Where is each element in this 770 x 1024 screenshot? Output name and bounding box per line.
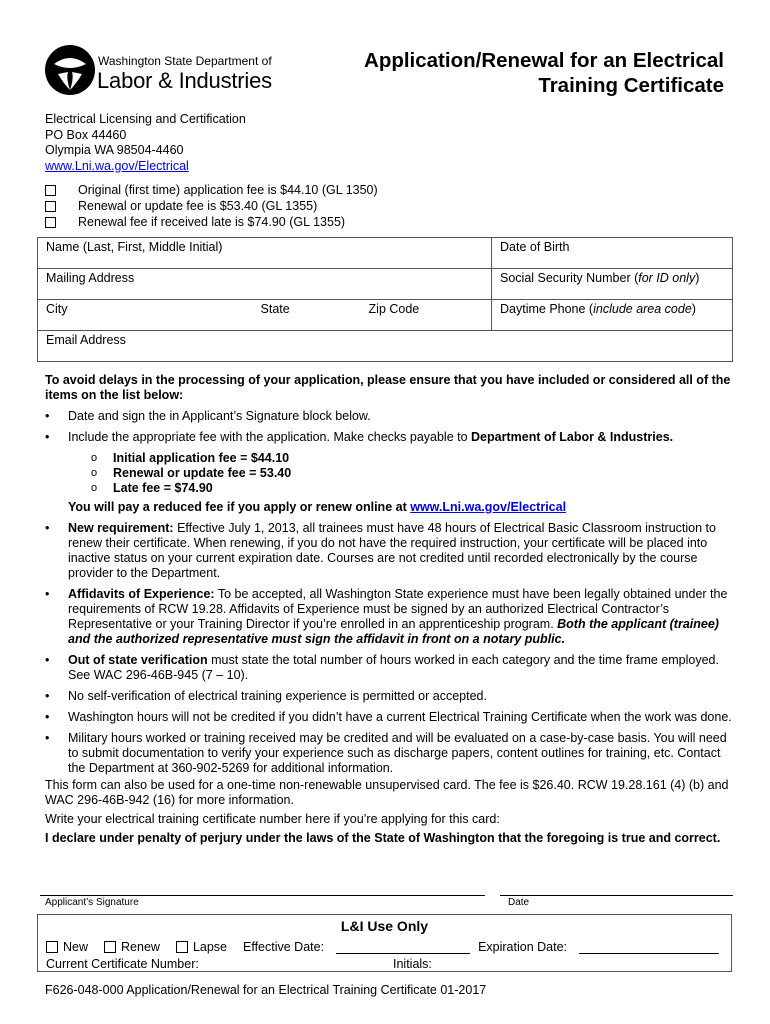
agency-name-line1: Washington State Department of [98, 54, 272, 68]
form-title [294, 48, 724, 98]
address-line2: PO Box 44460 [45, 127, 127, 142]
electrical-website-link[interactable]: www.Lni.wa.gov/Electrical [45, 158, 189, 173]
instructions [45, 373, 735, 846]
date-line[interactable] [500, 895, 733, 896]
lni-use-only-box [37, 914, 732, 972]
initials-label: Initials: [393, 957, 432, 971]
list-item: • No self-verification of electrical training experience is permitted or accepted. [45, 689, 735, 704]
expiration-date-label: Expiration Date: [478, 940, 567, 954]
perjury-declaration: I declare under penalty of perjury under the laws of the State of Washington that the foregoing is true and correct. [45, 831, 721, 845]
phone-field[interactable]: Daytime Phone (include area code) [492, 300, 733, 331]
fee-option-late [45, 214, 378, 230]
lni-logo-icon [44, 44, 96, 96]
late-fee-checkbox[interactable] [45, 217, 56, 228]
dob-field[interactable]: Date of Birth [492, 238, 733, 269]
date-label: Date [508, 897, 530, 908]
form-footer: F626-048-000 Application/Renewal for an Electrical Training Certificate 01-2017 [45, 983, 487, 997]
unsupervised-card-note: This form can also be used for a one-time non-renewable unsupervised card. The fee is $26.40. RCW 19.28.161 (4) (b) and WAC 296-46B-942 (16) for more information. [45, 778, 729, 807]
certificate-number-prompt: Write your electrical training certificate number here if you’re applying for this card: [45, 812, 500, 826]
agency-name-line2: Labor & Industries [97, 68, 272, 93]
applicant-info-table [37, 237, 733, 362]
list-item: • Out of state verification must state the total number of hours worked in each category and the time frame employed. See WAC 296-46B-945 (7 – 10). [45, 653, 735, 683]
current-certificate-label: Current Certificate Number: [46, 957, 199, 971]
sub-item: o Renewal or update fee = 53.40 [45, 466, 735, 481]
reduced-fee-note: You will pay a reduced fee if you apply or renew online at www.Lni.wa.gov/Electrical [68, 500, 567, 514]
sub-item: o Initial application fee = $44.10 [45, 451, 735, 466]
renew-label: Renew [121, 940, 160, 954]
zip-label: Zip Code [368, 302, 420, 316]
fee-label: Renewal fee if received late is $74.90 (GL 1355) [78, 215, 346, 229]
online-renew-link[interactable]: www.Lni.wa.gov/Electrical [410, 500, 567, 514]
new-checkbox[interactable] [46, 941, 58, 953]
city-state-zip-field[interactable] [38, 300, 492, 331]
new-label: New [63, 940, 89, 954]
ssn-field[interactable]: Social Security Number (for ID only) [492, 269, 733, 300]
fee-label: Original (first time) application fee is $44.10 (GL 1350) [78, 183, 378, 197]
lni-status-row [46, 939, 719, 955]
agency-logo [44, 44, 304, 100]
fee-options [45, 182, 378, 230]
signature-line[interactable] [40, 895, 485, 896]
signature-label: Applicant’s Signature [45, 897, 139, 908]
fee-option-renewal [45, 198, 378, 214]
list-item: • Washington hours will not be credited if you didn’t have a current Electrical Training Certificate when the work was done. [45, 710, 735, 725]
mailing-address-field[interactable]: Mailing Address [38, 269, 492, 300]
list-item: • Military hours worked or training received may be credited and will be evaluated on a case-by-case basis. You will need to submit documentation to verify your experience such as discharge papers, content outlines for training, etc. Contact the Department at 360-902-5269 for additional information. [45, 731, 735, 776]
list-item: • New requirement: Effective July 1, 2013, all trainees must have 48 hours of Electrical Basic Classroom instruction to renew their certificate. When renewing, if you do not have the required instruction, your certificate will be placed into inactive status on your current expiration date. Courses are not credited until recorded electronically by the course provider to the Department. [45, 521, 735, 581]
renew-checkbox[interactable] [104, 941, 116, 953]
sub-item: o Late fee = $74.90 [45, 481, 735, 496]
email-field[interactable]: Email Address [38, 331, 733, 362]
renewal-fee-checkbox[interactable] [45, 201, 56, 212]
effective-date-field[interactable] [336, 941, 470, 954]
list-item: • Affidavits of Experience: To be accepted, all Washington State experience must have been legally obtained under the requirements of RCW 19.28. Affidavits of Experience must be signed by an authorized Electrical Contractor’s Representative or your Training Director if you’re enrolled in an apprenticeship program. Both the applicant (trainee) and the authorized representative must sign the affidavit in front on a notary public. [45, 587, 735, 647]
lni-use-only-title: L&I Use Only [340, 918, 429, 934]
address-line1: Electrical Licensing and Certification [45, 112, 246, 126]
original-fee-checkbox[interactable] [45, 185, 56, 196]
city-label: City [46, 302, 68, 316]
fee-label: Renewal or update fee is $53.40 (GL 1355) [78, 199, 318, 213]
address-line3: Olympia WA 98504-4460 [45, 143, 184, 157]
name-field[interactable]: Name (Last, First, Middle Initial) [38, 238, 492, 269]
instructions-lead: To avoid delays in the processing of your application, please ensure that you have included or considered all of the items on the list below: [45, 373, 731, 402]
title-line2: Training Certificate [538, 74, 724, 97]
expiration-date-field[interactable] [579, 941, 719, 954]
lapse-checkbox[interactable] [176, 941, 188, 953]
list-item: • Include the appropriate fee with the application. Make checks payable to Department of Labor & Industries. [45, 430, 735, 445]
fee-option-original [45, 182, 378, 198]
list-item: • Date and sign the in Applicant’s Signature block below. [45, 409, 735, 424]
lapse-label: Lapse [192, 940, 227, 954]
state-label: State [260, 302, 290, 316]
mailing-address [45, 112, 246, 174]
effective-date-label: Effective Date: [243, 940, 325, 954]
title-line1: Application/Renewal for an Electrical [364, 49, 724, 72]
